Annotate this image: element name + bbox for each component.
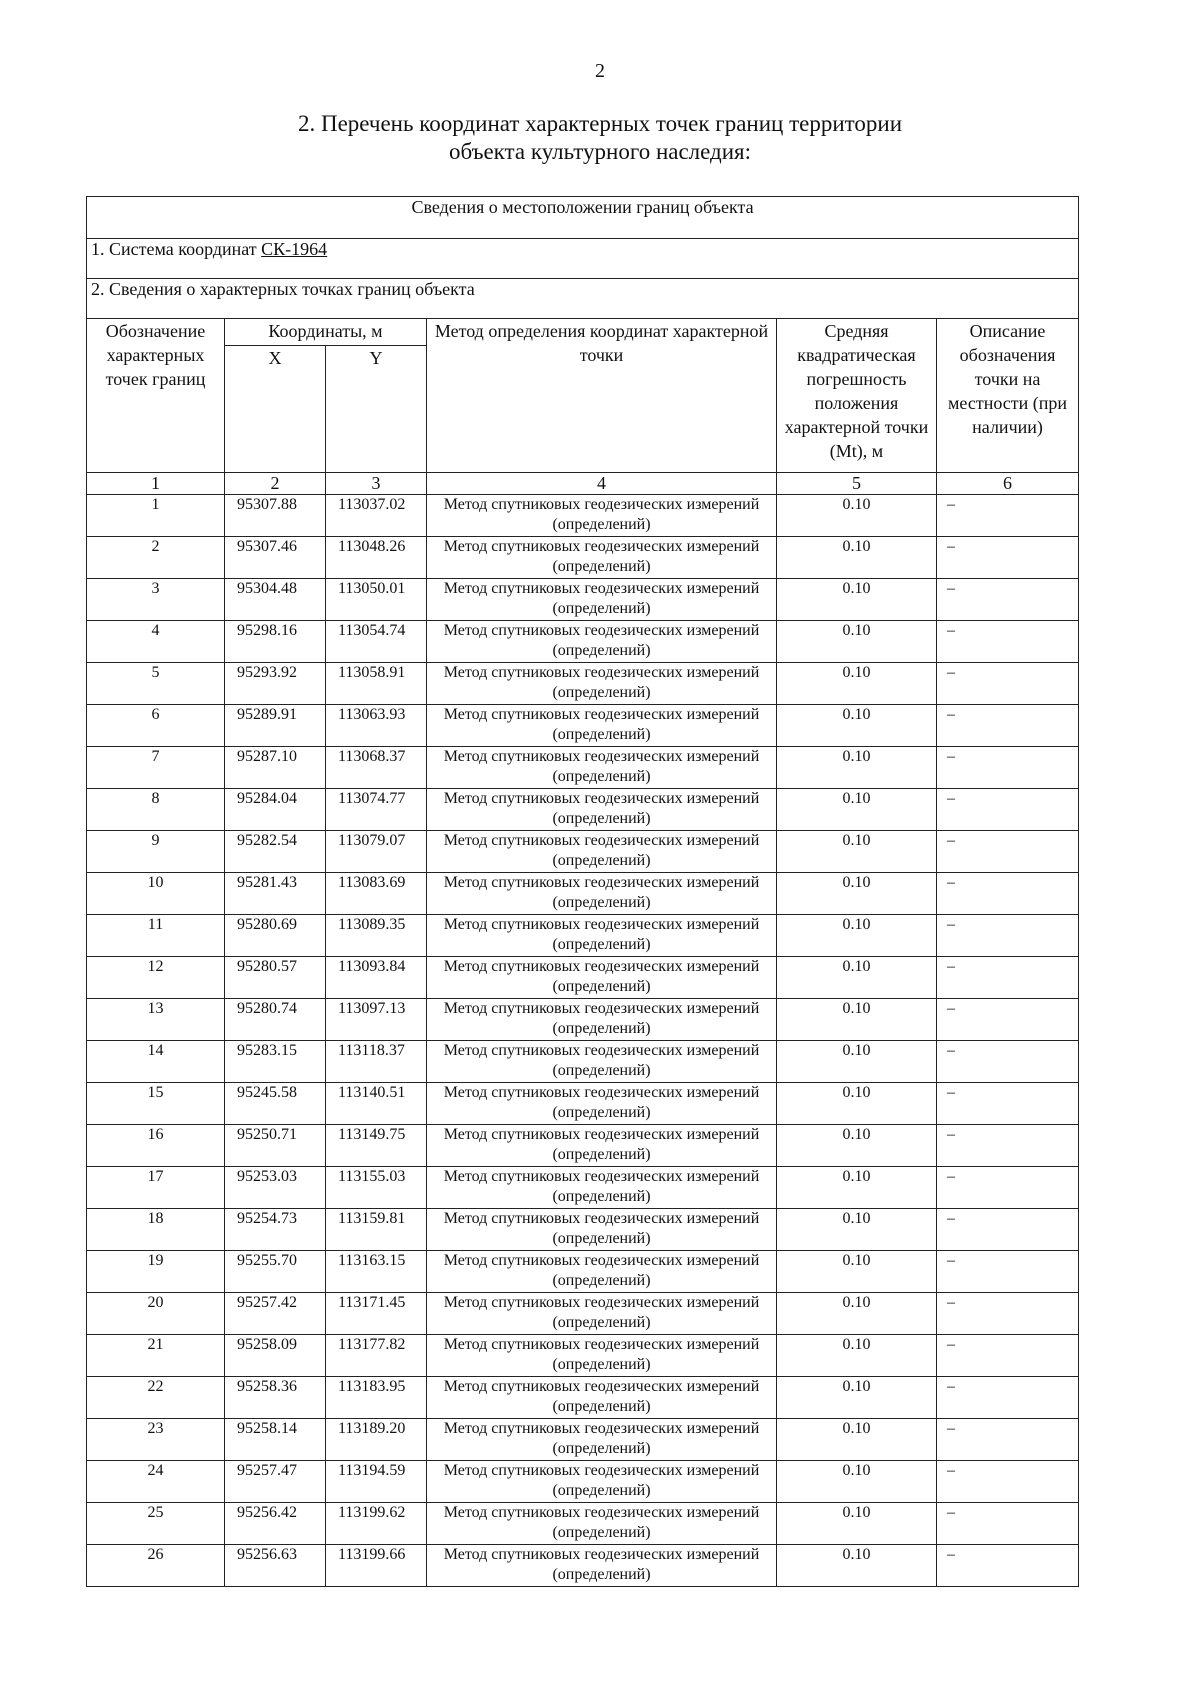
coord-y: 113068.37 <box>326 747 427 789</box>
error-value: 0.10 <box>777 1125 937 1167</box>
point-number: 19 <box>87 1251 225 1293</box>
coord-y: 113189.20 <box>326 1419 427 1461</box>
method-cell: Метод спутниковых геодезических измерений (определений) <box>427 1209 777 1251</box>
coord-x: 95293.92 <box>225 663 326 705</box>
coord-y: 113177.82 <box>326 1335 427 1377</box>
coord-x: 95281.43 <box>225 873 326 915</box>
coord-x: 95289.91 <box>225 705 326 747</box>
description-cell: – <box>937 957 1079 999</box>
method-cell: Метод спутниковых геодезических измерений (определений) <box>427 1041 777 1083</box>
point-number: 17 <box>87 1167 225 1209</box>
table-row <box>87 1461 1079 1503</box>
description-cell: – <box>937 579 1079 621</box>
method-cell: Метод спутниковых геодезических измерений (определений) <box>427 1335 777 1377</box>
error-value: 0.10 <box>777 1083 937 1125</box>
description-cell: – <box>937 831 1079 873</box>
description-cell: – <box>937 1251 1079 1293</box>
point-number: 11 <box>87 915 225 957</box>
description-cell: – <box>937 663 1079 705</box>
table-row <box>87 1209 1079 1251</box>
point-number: 4 <box>87 621 225 663</box>
table-row <box>87 705 1079 747</box>
coord-y: 113194.59 <box>326 1461 427 1503</box>
error-value: 0.10 <box>777 663 937 705</box>
coord-x: 95257.42 <box>225 1293 326 1335</box>
error-value: 0.10 <box>777 1251 937 1293</box>
table-row <box>87 1167 1079 1209</box>
error-value: 0.10 <box>777 495 937 537</box>
method-cell: Метод спутниковых геодезических измерений (определений) <box>427 1419 777 1461</box>
error-value: 0.10 <box>777 1335 937 1377</box>
point-number: 25 <box>87 1503 225 1545</box>
coord-system-label: 1. Система координат <box>91 239 262 259</box>
point-number: 14 <box>87 1041 225 1083</box>
points-title-row <box>87 279 1079 319</box>
point-number: 26 <box>87 1545 225 1587</box>
error-value: 0.10 <box>777 1293 937 1335</box>
coord-x: 95250.71 <box>225 1125 326 1167</box>
method-cell: Метод спутниковых геодезических измерений (определений) <box>427 1503 777 1545</box>
coord-system-value: СК-1964 <box>261 239 328 259</box>
points-title: 2. Сведения о характерных точках границ объекта <box>87 279 1079 319</box>
error-value: 0.10 <box>777 957 937 999</box>
description-cell: – <box>937 1083 1079 1125</box>
description-cell: – <box>937 621 1079 663</box>
coord-y: 113149.75 <box>326 1125 427 1167</box>
coord-system-cell <box>87 239 1079 279</box>
header-description: Описание обозначения точки на местности (при наличии) <box>937 319 1079 473</box>
error-value: 0.10 <box>777 1419 937 1461</box>
error-value: 0.10 <box>777 537 937 579</box>
header-x: X <box>225 346 326 473</box>
table-row <box>87 831 1079 873</box>
table-row <box>87 915 1079 957</box>
error-value: 0.10 <box>777 1209 937 1251</box>
method-cell: Метод спутниковых геодезических измерений (определений) <box>427 663 777 705</box>
table-row <box>87 789 1079 831</box>
coord-system-row <box>87 239 1079 279</box>
method-cell: Метод спутниковых геодезических измерений (определений) <box>427 789 777 831</box>
description-cell: – <box>937 495 1079 537</box>
method-cell: Метод спутниковых геодезических измерений (определений) <box>427 1125 777 1167</box>
table-row <box>87 1377 1079 1419</box>
table-row <box>87 1041 1079 1083</box>
document-title-line-1: 2. Перечень координат характерных точек границ территории <box>297 111 903 136</box>
coord-y: 113079.07 <box>326 831 427 873</box>
coord-x: 95256.42 <box>225 1503 326 1545</box>
description-cell: – <box>937 915 1079 957</box>
method-cell: Метод спутниковых геодезических измерений (определений) <box>427 1251 777 1293</box>
point-number: 5 <box>87 663 225 705</box>
table-row <box>87 663 1079 705</box>
description-cell: – <box>937 1377 1079 1419</box>
table-row <box>87 579 1079 621</box>
method-cell: Метод спутниковых геодезических измерений (определений) <box>427 873 777 915</box>
description-cell: – <box>937 1461 1079 1503</box>
table-row <box>87 1083 1079 1125</box>
error-value: 0.10 <box>777 705 937 747</box>
table-row <box>87 495 1079 537</box>
method-cell: Метод спутниковых геодезических измерений (определений) <box>427 537 777 579</box>
coord-y: 113093.84 <box>326 957 427 999</box>
method-cell: Метод спутниковых геодезических измерений (определений) <box>427 1293 777 1335</box>
coord-x: 95307.88 <box>225 495 326 537</box>
point-number: 21 <box>87 1335 225 1377</box>
coord-y: 113050.01 <box>326 579 427 621</box>
document-title-line-2: объекта культурного наследия: <box>448 139 752 164</box>
coord-y: 113074.77 <box>326 789 427 831</box>
coord-y: 113199.62 <box>326 1503 427 1545</box>
coord-x: 95280.74 <box>225 999 326 1041</box>
coord-x: 95282.54 <box>225 831 326 873</box>
table-row <box>87 999 1079 1041</box>
table-row <box>87 957 1079 999</box>
coord-x: 95304.48 <box>225 579 326 621</box>
description-cell: – <box>937 537 1079 579</box>
point-number: 24 <box>87 1461 225 1503</box>
header-designation: Обозначение характерных точек границ <box>87 319 225 473</box>
coord-x: 95245.58 <box>225 1083 326 1125</box>
coord-y: 113163.15 <box>326 1251 427 1293</box>
description-cell: – <box>937 1125 1079 1167</box>
coord-y: 113054.74 <box>326 621 427 663</box>
point-number: 3 <box>87 579 225 621</box>
point-number: 8 <box>87 789 225 831</box>
method-cell: Метод спутниковых геодезических измерений (определений) <box>427 621 777 663</box>
point-number: 16 <box>87 1125 225 1167</box>
point-number: 18 <box>87 1209 225 1251</box>
error-value: 0.10 <box>777 873 937 915</box>
point-number: 12 <box>87 957 225 999</box>
point-number: 10 <box>87 873 225 915</box>
error-value: 0.10 <box>777 1461 937 1503</box>
point-number: 20 <box>87 1293 225 1335</box>
description-cell: – <box>937 705 1079 747</box>
error-value: 0.10 <box>777 1377 937 1419</box>
method-cell: Метод спутниковых геодезических измерений (определений) <box>427 831 777 873</box>
method-cell: Метод спутниковых геодезических измерений (определений) <box>427 915 777 957</box>
error-value: 0.10 <box>777 1167 937 1209</box>
column-number: 6 <box>937 473 1079 495</box>
column-number: 1 <box>87 473 225 495</box>
section-title-row <box>87 197 1079 239</box>
table-row <box>87 747 1079 789</box>
coord-x: 95287.10 <box>225 747 326 789</box>
description-cell: – <box>937 1041 1079 1083</box>
error-value: 0.10 <box>777 1503 937 1545</box>
table-row <box>87 1503 1079 1545</box>
table-row <box>87 1419 1079 1461</box>
page-number: 2 <box>595 60 605 82</box>
point-number: 9 <box>87 831 225 873</box>
coord-x: 95298.16 <box>225 621 326 663</box>
header-row-1 <box>87 319 1079 346</box>
coord-y: 113155.03 <box>326 1167 427 1209</box>
document-title <box>0 110 1200 166</box>
header-error: Средняя квадратическая погрешность положения характерной точки (Mt), м <box>777 319 937 473</box>
coord-y: 113097.13 <box>326 999 427 1041</box>
header-coords-group: Координаты, м <box>225 319 427 346</box>
error-value: 0.10 <box>777 915 937 957</box>
column-number-row <box>87 473 1079 495</box>
method-cell: Метод спутниковых геодезических измерений (определений) <box>427 957 777 999</box>
method-cell: Метод спутниковых геодезических измерений (определений) <box>427 1377 777 1419</box>
error-value: 0.10 <box>777 789 937 831</box>
coord-x: 95283.15 <box>225 1041 326 1083</box>
description-cell: – <box>937 789 1079 831</box>
coord-x: 95258.14 <box>225 1419 326 1461</box>
coord-y: 113140.51 <box>326 1083 427 1125</box>
column-number: 3 <box>326 473 427 495</box>
table-row <box>87 621 1079 663</box>
section-title: Сведения о местоположении границ объекта <box>87 197 1079 239</box>
table-row <box>87 1125 1079 1167</box>
method-cell: Метод спутниковых геодезических измерений (определений) <box>427 579 777 621</box>
coord-x: 95255.70 <box>225 1251 326 1293</box>
header-method: Метод определения координат характерной точки <box>427 319 777 473</box>
coord-y: 113183.95 <box>326 1377 427 1419</box>
coord-x: 95256.63 <box>225 1545 326 1587</box>
coord-y: 113118.37 <box>326 1041 427 1083</box>
method-cell: Метод спутниковых геодезических измерений (определений) <box>427 1083 777 1125</box>
error-value: 0.10 <box>777 747 937 789</box>
coord-x: 95257.47 <box>225 1461 326 1503</box>
point-number: 2 <box>87 537 225 579</box>
point-number: 23 <box>87 1419 225 1461</box>
coord-x: 95280.57 <box>225 957 326 999</box>
column-number: 2 <box>225 473 326 495</box>
coord-y: 113171.45 <box>326 1293 427 1335</box>
column-number: 4 <box>427 473 777 495</box>
point-number: 7 <box>87 747 225 789</box>
coord-y: 113089.35 <box>326 915 427 957</box>
coord-x: 95258.09 <box>225 1335 326 1377</box>
error-value: 0.10 <box>777 831 937 873</box>
point-number: 1 <box>87 495 225 537</box>
description-cell: – <box>937 747 1079 789</box>
coord-y: 113083.69 <box>326 873 427 915</box>
error-value: 0.10 <box>777 621 937 663</box>
coord-y: 113159.81 <box>326 1209 427 1251</box>
description-cell: – <box>937 1503 1079 1545</box>
coord-x: 95280.69 <box>225 915 326 957</box>
error-value: 0.10 <box>777 1041 937 1083</box>
coordinates-table <box>86 196 1079 1587</box>
description-cell: – <box>937 1293 1079 1335</box>
table-row <box>87 873 1079 915</box>
coord-y: 113058.91 <box>326 663 427 705</box>
coord-x: 95307.46 <box>225 537 326 579</box>
header-y: Y <box>326 346 427 473</box>
point-number: 22 <box>87 1377 225 1419</box>
method-cell: Метод спутниковых геодезических измерений (определений) <box>427 1545 777 1587</box>
description-cell: – <box>937 1167 1079 1209</box>
coord-y: 113199.66 <box>326 1545 427 1587</box>
table-row <box>87 1251 1079 1293</box>
method-cell: Метод спутниковых геодезических измерений (определений) <box>427 1167 777 1209</box>
coord-y: 113037.02 <box>326 495 427 537</box>
table-row <box>87 537 1079 579</box>
coord-x: 95254.73 <box>225 1209 326 1251</box>
coord-y: 113063.93 <box>326 705 427 747</box>
table-row <box>87 1545 1079 1587</box>
method-cell: Метод спутниковых геодезических измерений (определений) <box>427 705 777 747</box>
method-cell: Метод спутниковых геодезических измерений (определений) <box>427 999 777 1041</box>
error-value: 0.10 <box>777 579 937 621</box>
error-value: 0.10 <box>777 1545 937 1587</box>
point-number: 15 <box>87 1083 225 1125</box>
coord-x: 95258.36 <box>225 1377 326 1419</box>
table-row <box>87 1293 1079 1335</box>
coord-x: 95253.03 <box>225 1167 326 1209</box>
description-cell: – <box>937 1545 1079 1587</box>
description-cell: – <box>937 1335 1079 1377</box>
description-cell: – <box>937 1209 1079 1251</box>
method-cell: Метод спутниковых геодезических измерений (определений) <box>427 747 777 789</box>
coord-y: 113048.26 <box>326 537 427 579</box>
coord-x: 95284.04 <box>225 789 326 831</box>
method-cell: Метод спутниковых геодезических измерений (определений) <box>427 1461 777 1503</box>
point-number: 6 <box>87 705 225 747</box>
column-number: 5 <box>777 473 937 495</box>
description-cell: – <box>937 999 1079 1041</box>
method-cell: Метод спутниковых геодезических измерений (определений) <box>427 495 777 537</box>
description-cell: – <box>937 1419 1079 1461</box>
error-value: 0.10 <box>777 999 937 1041</box>
table-row <box>87 1335 1079 1377</box>
point-number: 13 <box>87 999 225 1041</box>
description-cell: – <box>937 873 1079 915</box>
